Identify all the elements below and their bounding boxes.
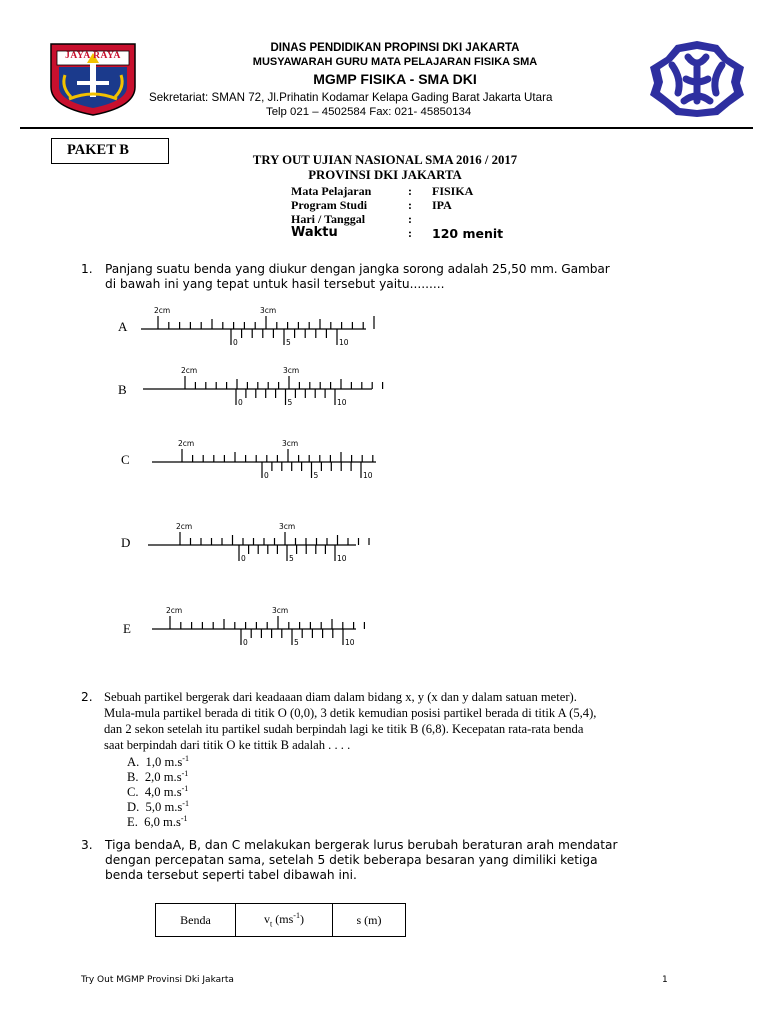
vt-sub: t	[270, 919, 273, 929]
option-sup: -1	[181, 769, 189, 778]
option-value: 6,0 m.s	[144, 815, 181, 830]
q1-option-e: E	[123, 621, 131, 636]
paket-label: PAKET B	[67, 142, 129, 158]
q1-line-2: di bawah ini yang tepat untuk hasil tersebut yaitu.........	[105, 277, 445, 291]
q2-line-2: Mula-mula partikel berada di titik O (0,0), 3 detik kemudian posisi partikel berada di titik A (5,4),	[104, 706, 597, 720]
field-label: Hari / Tanggal	[291, 212, 366, 226]
main-scale-label: 2cm	[176, 522, 193, 531]
q1-option-d: D	[121, 535, 131, 550]
exam-province: PROVINSI DKI JAKARTA	[308, 168, 462, 182]
vernier-label: 5	[289, 554, 294, 563]
header-phone: Telp 021 – 4502584 Fax: 021- 45850134	[266, 106, 472, 118]
main-scale-label: 3cm	[282, 439, 299, 448]
field-value: IPA	[432, 198, 452, 212]
option-letter: B.	[127, 770, 139, 785]
option-sup: -1	[180, 814, 188, 823]
field-value: FISIKA	[432, 184, 474, 198]
q1-line-1: Panjang suatu benda yang diukur dengan jangka sorong adalah 25,50 mm. Gambar	[105, 262, 610, 276]
vt-symbol: v	[264, 912, 271, 927]
logo-motto: JAYA RAYA	[65, 51, 121, 61]
vernier-label: 10	[337, 554, 347, 563]
field-sep: :	[408, 198, 412, 212]
q3-line-1: Tiga bendaA, B, dan C melakukan bergerak lurus berubah beraturan arah mendatar	[105, 838, 618, 852]
option-sup: -1	[182, 799, 189, 808]
main-scale-label: 2cm	[178, 439, 195, 448]
table-header-vt	[236, 904, 333, 937]
table-row	[156, 904, 406, 937]
field-sep: :	[408, 184, 412, 198]
q2-line-4: saat berpindah dari titik O ke tittik B adalah . . . .	[104, 738, 351, 752]
q2-line-3: dan 2 sekon setelah itu partikel sudah berpindah lagi ke titik B (6,8). Kecepatan rata-rata benda	[104, 722, 584, 736]
field-label: Program Studi	[291, 198, 368, 212]
q3-number: 3.	[81, 838, 93, 852]
q1-option-c: C	[121, 452, 130, 467]
vernier-label: 10	[363, 471, 373, 480]
q2-option	[127, 812, 188, 829]
vernier-label: 10	[345, 638, 355, 647]
option-letter: E.	[127, 815, 138, 830]
table-header-s: s (m)	[333, 904, 406, 937]
option-letter: A.	[127, 755, 140, 770]
option-value: 2,0 m.s	[144, 770, 182, 785]
vt-unit: (ms	[272, 912, 294, 927]
vernier-label: 0	[238, 398, 243, 407]
vernier-label: 10	[337, 398, 347, 407]
vernier-label: 0	[264, 471, 269, 480]
main-scale-label: 2cm	[154, 306, 171, 315]
q2-line-1: Sebuah partikel bergerak dari keadaaan diam dalam bidang x, y (x dan y dalam satuan meter).	[104, 690, 577, 704]
q3-line-2: dengan percepatan sama, setelah 5 detik beberapa besaran yang dimiliki ketiga	[105, 853, 598, 867]
header-address: Sekretariat: SMAN 72, Jl.Prihatin Kodamar Kelapa Gading Barat Jakarta Utara	[149, 91, 553, 104]
vernier-label: 0	[233, 338, 238, 347]
option-value: 5,0 m.s	[145, 800, 183, 815]
q3-table	[155, 903, 406, 937]
paket-box	[51, 138, 169, 164]
main-scale-label: 3cm	[272, 606, 289, 615]
option-value: 4,0 m.s	[144, 785, 182, 800]
header-line-1: DINAS PENDIDIKAN PROPINSI DKI JAKARTA	[270, 42, 520, 54]
main-scale-label: 3cm	[260, 306, 277, 315]
vernier-label: 0	[243, 638, 248, 647]
vernier-label: 5	[313, 471, 319, 480]
option-sup: -1	[181, 784, 189, 793]
q3-line-3: benda tersebut seperti tabel dibawah ini.	[105, 868, 357, 882]
table-header-benda: Benda	[156, 904, 236, 937]
vernier-label: 5	[286, 338, 291, 347]
vt-close: )	[299, 912, 304, 927]
option-sup: -1	[182, 754, 189, 763]
header-rule	[20, 127, 753, 129]
vernier-label: 5	[287, 398, 293, 407]
vt-sup: -1	[293, 911, 300, 921]
vernier-label: 0	[241, 554, 246, 563]
vernier-label: 5	[294, 638, 299, 647]
q1-option-a: A	[118, 319, 128, 334]
option-value: 1,0 m.s	[145, 755, 183, 770]
option-letter: D.	[127, 800, 140, 815]
q1-option-b: B	[118, 382, 127, 397]
main-scale-label: 3cm	[283, 366, 300, 375]
right-logo	[648, 39, 746, 119]
main-scale-label: 3cm	[279, 522, 296, 531]
exam-title: TRY OUT UJIAN NASIONAL SMA 2016 / 2017	[252, 153, 518, 167]
header-line-2: MUSYAWARAH GURU MATA PELAJARAN FISIKA SMA	[252, 56, 538, 68]
main-scale-label: 2cm	[166, 606, 183, 615]
main-scale-label: 2cm	[181, 366, 198, 375]
field-label: Mata Pelajaran	[291, 184, 372, 198]
vernier-label: 10	[339, 338, 349, 347]
field-sep: :	[408, 212, 412, 226]
option-letter: C.	[127, 785, 139, 800]
field-label: Waktu	[291, 225, 338, 240]
footer-text: Try Out MGMP Provinsi Dki Jakarta	[81, 975, 234, 985]
header-line-3: MGMP FISIKA - SMA DKI	[313, 71, 477, 87]
q1-number: 1.	[81, 262, 93, 276]
field-sep: :	[408, 226, 412, 240]
page-number: 1	[662, 975, 668, 985]
q2-number: 2.	[81, 690, 93, 704]
left-logo	[47, 41, 139, 117]
field-value: 120 menit	[432, 226, 504, 241]
